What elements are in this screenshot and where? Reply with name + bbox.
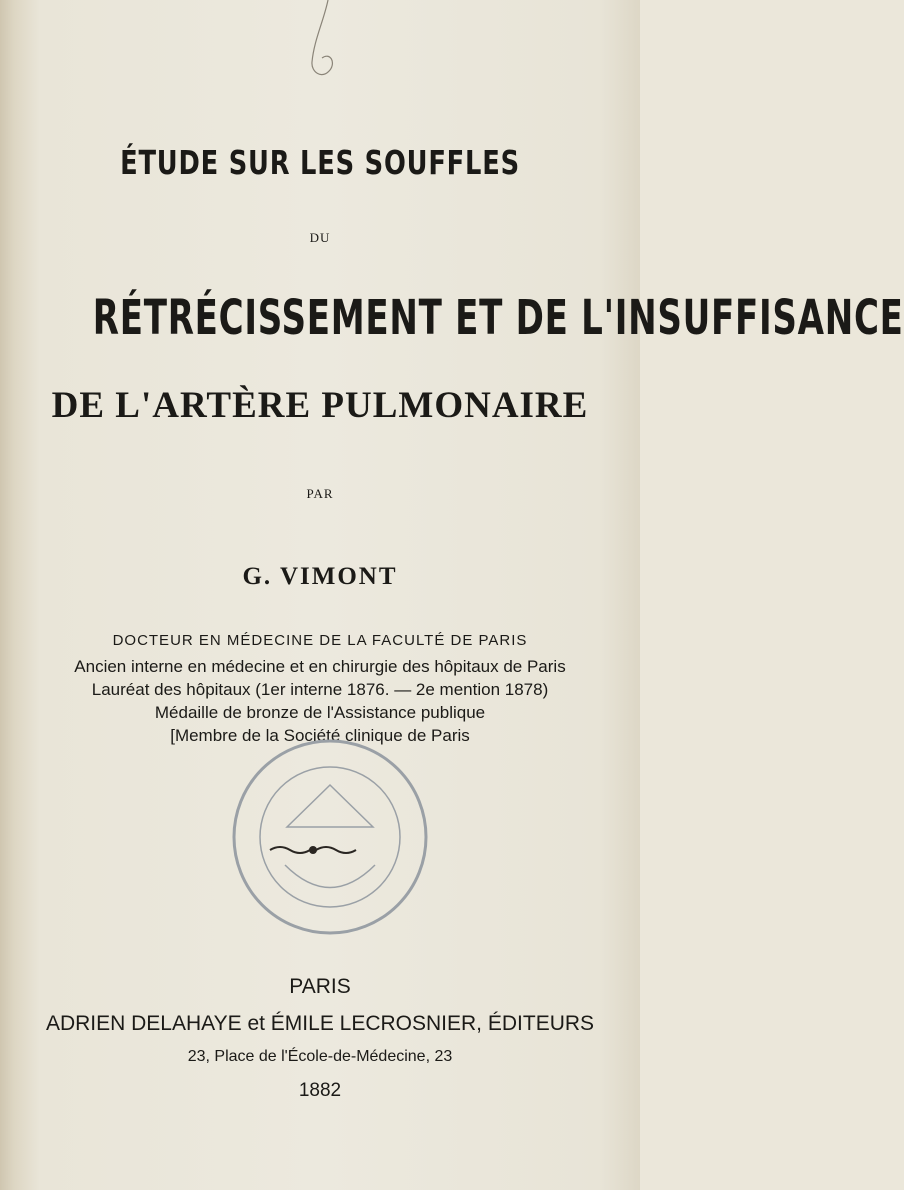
title-line-4: DE L'ARTÈRE PULMONAIRE <box>51 385 589 426</box>
by-label: PAR <box>306 486 334 501</box>
author-degree: DOCTEUR EN MÉDECINE DE LA FACULTÉ DE PARIS <box>112 632 528 649</box>
title-line-1: ÉTUDE SUR LES SOUFFLES <box>120 143 520 182</box>
title-line-3: RÉTRÉCISSEMENT ET DE L'INSUFFISANCE <box>92 290 904 346</box>
imprint-publishers: ADRIEN DELAHAYE et ÉMILE LECROSNIER, ÉDITEURS <box>45 1012 595 1035</box>
imprint-year: 1882 <box>298 1080 342 1101</box>
credential-line: [Membre de la Société clinique de Paris <box>170 726 470 745</box>
library-stamp <box>225 735 435 940</box>
pencil-mark <box>300 0 360 85</box>
credential-line: Lauréat des hôpitaux (1er interne 1876. — 2e mention 1878) <box>91 680 549 699</box>
title-line-2: DU <box>309 230 331 245</box>
credential-line: Ancien interne en médecine et en chirurgie des hôpitaux de Paris <box>74 657 566 676</box>
ornament-divider <box>268 843 358 857</box>
author-name: G. VIMONT <box>242 563 398 590</box>
credential-line: Médaille de bronze de l'Assistance publique <box>154 703 486 722</box>
imprint-city: PARIS <box>289 975 351 998</box>
imprint-address: 23, Place de l'École-de-Médecine, 23 <box>187 1048 453 1065</box>
